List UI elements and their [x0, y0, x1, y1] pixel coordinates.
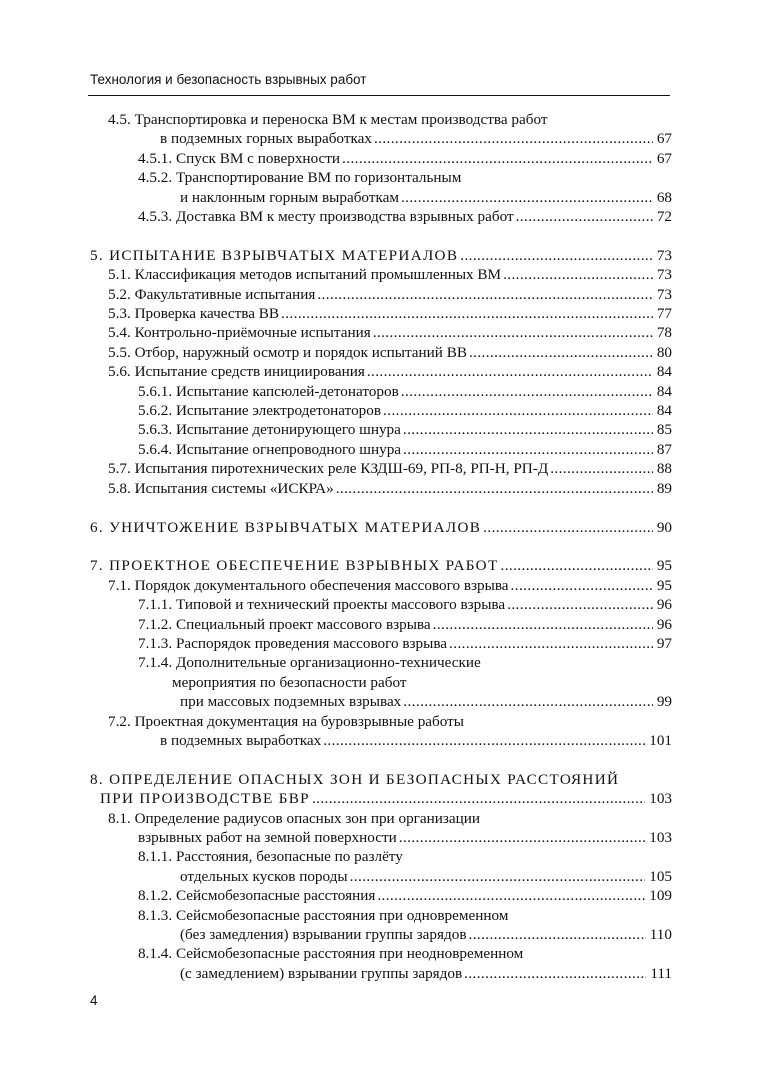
toc-entry-8-1-2 [90, 886, 672, 905]
toc-entry-line: 7.2. Проектная документация на буровзрывные работы [108, 712, 464, 730]
toc-chapter-line: 8. ОПРЕДЕЛЕНИЕ ОПАСНЫХ ЗОН И БЕЗОПАСНЫХ РАССТОЯНИЙ [90, 770, 620, 788]
toc-entry-8-1-3 [90, 906, 672, 945]
toc-leader-dots [377, 886, 645, 905]
toc-entry-line: 8.1. Определение радиусов опасных зон при организации [108, 809, 481, 827]
toc-leader-dots [383, 401, 653, 420]
toc-leader-dots [312, 789, 645, 808]
toc-entry-title: 5.4. Контрольно-приёмочные испытания [108, 324, 371, 342]
toc-page-number: 99 [656, 693, 672, 711]
toc-leader-dots [449, 634, 653, 653]
toc-entry-5-7 [90, 459, 672, 478]
toc-page-number: 105 [649, 867, 672, 885]
toc-entry-title: 5.6.2. Испытание электродетонаторов [138, 402, 382, 420]
toc-entry-5-6 [90, 362, 672, 381]
toc-entry-8-1-4 [90, 944, 672, 983]
toc-page-number: 103 [649, 790, 672, 808]
toc-leader-dots [550, 459, 653, 478]
toc-leader-dots [403, 692, 653, 711]
toc-entry-line: мероприятия по безопасности работ [172, 673, 407, 691]
toc-entry-title: в подземных выработках [160, 731, 322, 749]
toc-entry-title: 5.3. Проверка качества ВВ [108, 305, 280, 323]
toc-leader-dots [323, 731, 645, 750]
toc-entry-line: 8.1.4. Сейсмобезопасные расстояния при неодновременном [138, 945, 524, 963]
toc-page-number: 72 [656, 208, 672, 226]
toc-page-number: 80 [656, 343, 672, 361]
toc-entry-7-1-1 [90, 595, 672, 614]
toc-entry-title: (без замедления) взрывании группы зарядов [180, 926, 467, 943]
toc-leader-dots [433, 615, 653, 634]
toc-page-number: 90 [656, 518, 672, 536]
toc-chapter-7 [90, 556, 672, 575]
toc-entry-7-1-3 [90, 634, 672, 653]
toc-leader-dots [469, 343, 653, 362]
toc-leader-dots [367, 362, 653, 381]
toc-chapter-6 [90, 518, 672, 537]
toc-entry-title: 5.6.1. Испытание капсюлей-детонаторов [138, 382, 399, 400]
toc-entry-title: 4.5.3. Доставка ВМ к месту производства взрывных работ [138, 208, 514, 226]
toc-entry-line: 8.1.1. Расстояния, безопасные по разлёту [138, 848, 403, 866]
running-header: Технология и безопасность взрывных работ [90, 72, 367, 87]
toc-entry-4-5-2 [90, 168, 672, 207]
toc-entry-title: взрывных работ на земной поверхности [138, 828, 397, 846]
toc-page-number: 68 [656, 188, 672, 206]
toc-page-number: 87 [656, 440, 672, 458]
toc-leader-dots [317, 285, 652, 304]
toc-entry-title: 5.6. Испытание средств инициирования [108, 363, 365, 381]
toc-entry-5-6-4 [90, 440, 672, 459]
toc-page-number: 103 [649, 828, 672, 846]
toc-page-number: 89 [656, 479, 672, 497]
toc-entry-title: 5.5. Отбор, наружный осмотр и порядок испытаний ВВ [108, 343, 467, 361]
toc-entry-5-2 [90, 285, 672, 304]
toc-page-number: 95 [656, 557, 672, 575]
toc-leader-dots [503, 265, 653, 284]
toc-chapter-5 [90, 246, 672, 265]
toc-chapter-title: 5. ИСПЫТАНИЕ ВЗРЫВЧАТЫХ МАТЕРИАЛОВ [90, 246, 459, 264]
toc-entry-7-1-2 [90, 615, 672, 634]
toc-leader-dots [516, 207, 653, 226]
toc-leader-dots [507, 595, 653, 614]
toc-entry-title: 5.6.3. Испытание детонирующего шнура [138, 421, 401, 439]
toc-chapter-title: 6. УНИЧТОЖЕНИЕ ВЗРЫВЧАТЫХ МАТЕРИАЛОВ [90, 518, 482, 536]
toc-entry-5-4 [90, 323, 672, 342]
toc-page-number: 109 [649, 887, 672, 905]
toc-page-number: 96 [656, 596, 672, 614]
toc-page-number: 111 [650, 964, 672, 982]
toc-entry-title: 5.2. Факультативные испытания [108, 285, 316, 303]
toc-entry-title: 7.1.3. Распорядок проведения массового взрыва [138, 634, 448, 652]
toc-entry-line: 4.5. Транспортировка и переноска ВМ к местам производства работ [108, 111, 548, 128]
toc-leader-dots [464, 964, 646, 983]
toc-leader-dots [460, 246, 653, 265]
toc-entry-7-1 [90, 576, 672, 595]
toc-entry-5-6-3 [90, 420, 672, 439]
toc-entry-7-2 [90, 712, 672, 751]
section-gap [90, 537, 672, 556]
toc-leader-dots [374, 129, 653, 148]
toc-chapter-title: ПРИ ПРОИЗВОДСТВЕ БВР [100, 790, 310, 808]
toc-page-number: 84 [656, 402, 672, 420]
toc-entry-4-5-3 [90, 207, 672, 226]
toc-entry-title: и наклонным горным выработкам [180, 188, 399, 206]
toc-leader-dots [403, 440, 653, 459]
toc-entry-5-1 [90, 265, 672, 284]
toc-entry-title: 7.1.2. Специальный проект массового взрыва [138, 615, 431, 633]
toc-leader-dots [483, 518, 653, 537]
toc-leader-dots [350, 867, 646, 886]
toc-entry-title: 5.1. Классификация методов испытаний промышленных ВМ [108, 266, 502, 284]
header-rule [88, 95, 670, 96]
toc-leader-dots [281, 304, 653, 323]
toc-leader-dots [501, 556, 653, 575]
toc-page-number: 101 [649, 731, 672, 749]
toc-entry-5-6-1 [90, 382, 672, 401]
toc-entry-title: при массовых подземных взрывах [180, 693, 402, 711]
toc-leader-dots [403, 420, 653, 439]
section-gap [90, 498, 672, 517]
toc-page-number: 73 [656, 285, 672, 303]
toc-leader-dots [399, 828, 645, 847]
toc-entry-8-1-1 [90, 847, 672, 886]
toc-entry-8-1 [90, 809, 672, 848]
toc-page-number: 67 [656, 149, 672, 167]
toc-page-number: 84 [656, 363, 672, 381]
toc-leader-dots [336, 479, 653, 498]
toc-entry-4-5 [90, 110, 672, 149]
toc-page-number: 73 [656, 266, 672, 284]
toc-entry-title: 5.8. Испытания системы «ИСКРА» [108, 479, 334, 497]
toc-page-number: 85 [656, 421, 672, 439]
toc-entry-line: 4.5.2. Транспортирование ВМ по горизонтальным [138, 169, 462, 187]
toc-entry-title: 5.6.4. Испытание огнепроводного шнура [138, 440, 402, 458]
toc-entry-line: 7.1.4. Дополнительные организационно-технические [138, 654, 481, 672]
toc-page-number: 95 [656, 576, 672, 594]
toc-entry-line: 8.1.3. Сейсмобезопасные расстояния при одновременном [138, 906, 509, 924]
toc-page-number: 77 [656, 305, 672, 323]
toc-entry-title: 5.7. Испытания пиротехнических реле КЗДШ-69, РП-8, РП-Н, РП-Д [108, 460, 549, 478]
toc-entry-7-1-4 [90, 653, 672, 711]
toc-page-number: 96 [656, 615, 672, 633]
toc-entry-title: отдельных кусков породы [180, 867, 348, 885]
toc-page-number: 110 [649, 926, 672, 943]
toc-entry-4-5-1 [90, 149, 672, 168]
toc-entry-5-8 [90, 479, 672, 498]
toc-page-number: 78 [656, 324, 672, 342]
toc-page-number: 73 [656, 246, 672, 264]
toc-leader-dots [469, 925, 646, 944]
page-number: 4 [90, 993, 98, 1008]
toc-page-number: 88 [656, 460, 672, 478]
toc-leader-dots [342, 149, 653, 168]
toc-entry-title: в подземных горных выработках [160, 130, 372, 148]
table-of-contents [90, 110, 672, 983]
toc-leader-dots [511, 576, 653, 595]
toc-page-number: 97 [656, 634, 672, 652]
toc-entry-5-3 [90, 304, 672, 323]
toc-entry-title: 7.1. Порядок документального обеспечения массового взрыва [108, 576, 509, 594]
section-gap [90, 226, 672, 245]
toc-leader-dots [373, 323, 653, 342]
toc-leader-dots [401, 382, 653, 401]
toc-entry-title: (с замедлением) взрывании группы зарядов [180, 964, 463, 982]
toc-leader-dots [401, 188, 653, 207]
section-gap [90, 750, 672, 769]
toc-chapter-8 [90, 770, 672, 809]
toc-entry-5-6-2 [90, 401, 672, 420]
toc-entry-title: 4.5.1. Спуск ВМ с поверхности [138, 149, 341, 167]
toc-chapter-title: 7. ПРОЕКТНОЕ ОБЕСПЕЧЕНИЕ ВЗРЫВНЫХ РАБОТ [90, 557, 499, 575]
toc-entry-5-5 [90, 343, 672, 362]
toc-page-number: 84 [656, 382, 672, 400]
toc-entry-title: 7.1.1. Типовой и технический проекты массового взрыва [138, 596, 506, 614]
toc-page-number: 67 [656, 130, 672, 148]
toc-entry-title: 8.1.2. Сейсмобезопасные расстояния [138, 887, 376, 905]
